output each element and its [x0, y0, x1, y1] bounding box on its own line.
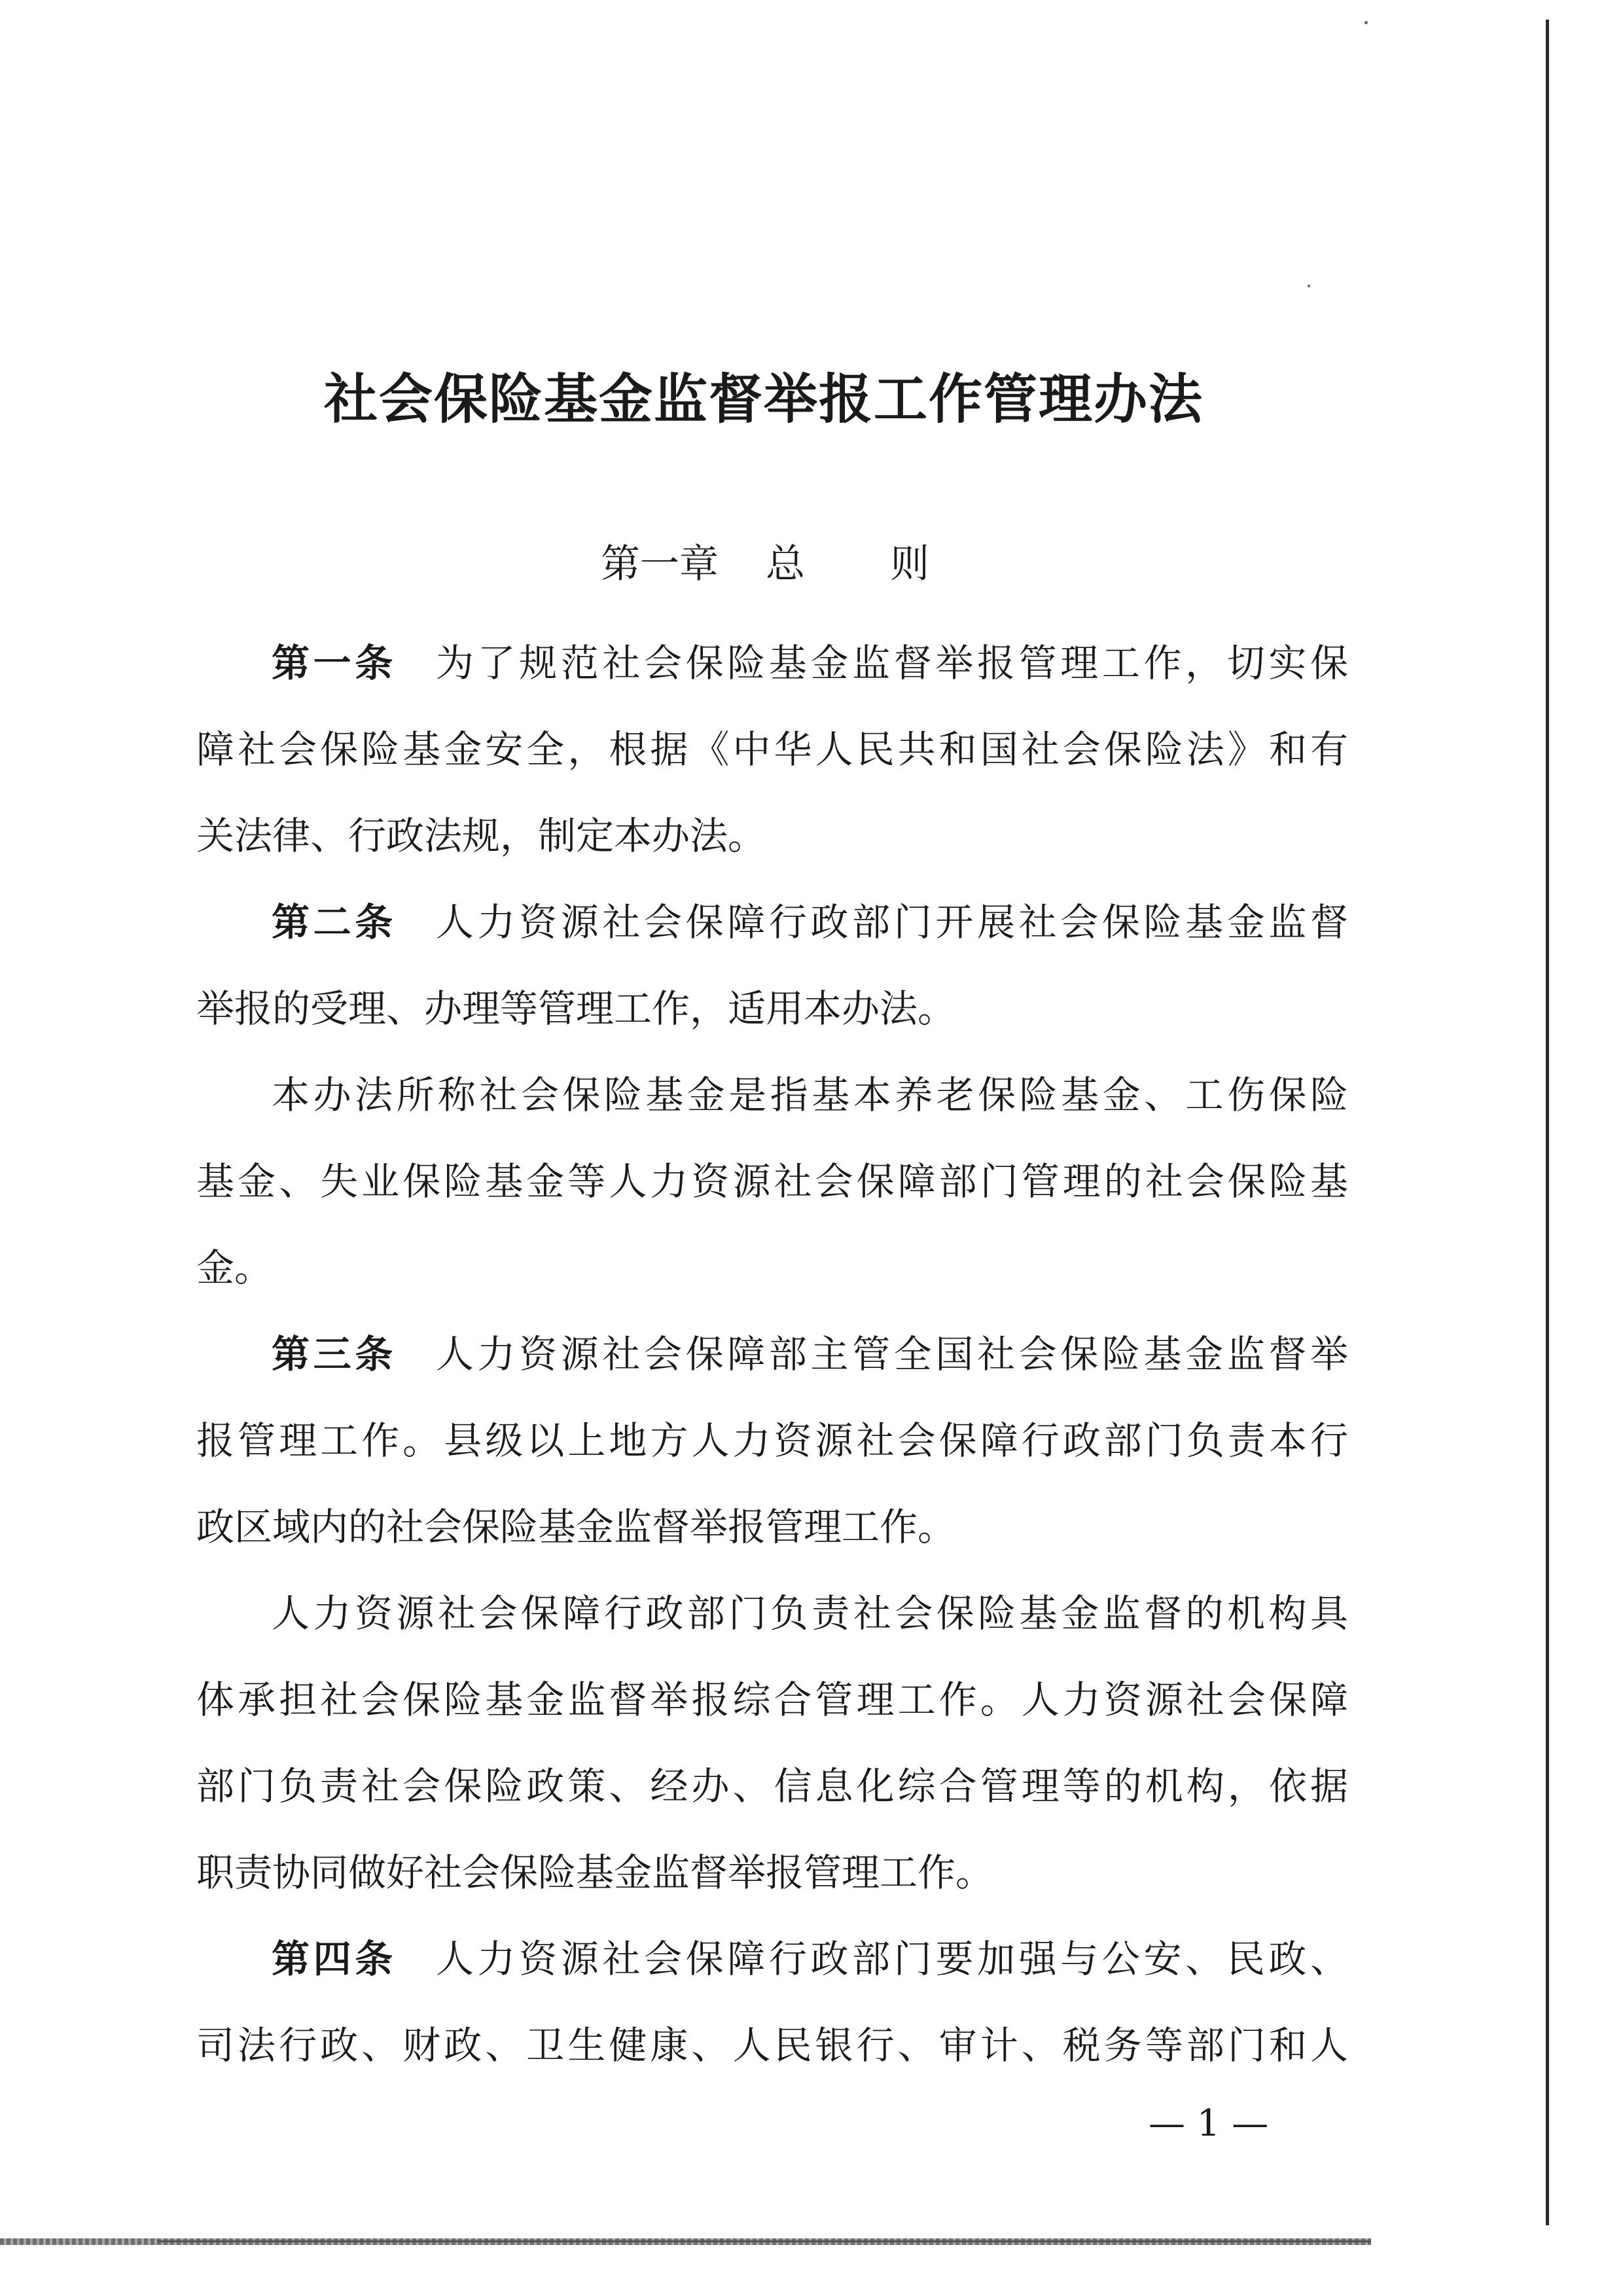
- article-1-line-1: [272, 634, 1348, 692]
- article-4-line-2: 司法行政、财政、卫生健康、人民银行、审计、税务等部门和人: [196, 2023, 1348, 2068]
- article-2-para-2-line-3: 金。: [196, 1246, 273, 1290]
- article-number: 第四条: [272, 1937, 397, 1981]
- article-number: 第三条: [272, 1332, 397, 1376]
- article-3-line-3: 政区域内的社会保险基金监督举报管理工作。: [196, 1505, 956, 1549]
- article-3-para-2-line-2: 体承担社会保险基金监督举报综合管理工作。人力资源社会保障: [196, 1677, 1348, 1722]
- article-text: 人力资源社会保障行政部门开展社会保险基金监督: [435, 900, 1348, 944]
- article-2-line-2: 举报的受理、办理等管理工作，适用本办法。: [196, 986, 956, 1031]
- scan-speck: [1308, 285, 1310, 287]
- chapter-number: 第一章: [601, 541, 719, 587]
- article-number: 第二条: [272, 900, 397, 944]
- article-text: 人力资源社会保障行政部门要加强与公安、民政、: [435, 1937, 1348, 1981]
- article-3-para-2-line-1: 人力资源社会保障行政部门负责社会保险基金监督的机构具: [272, 1591, 1348, 1636]
- article-3-para-2-line-4: 职责协同做好社会保险基金监督举报管理工作。: [196, 1850, 994, 1895]
- article-1-line-2: 障社会保险基金安全，根据《中华人民共和国社会保险法》和有: [196, 727, 1348, 772]
- article-2-para-2-line-1: 本办法所称社会保险基金是指基本养老保险基金、工伤保险: [272, 1073, 1348, 1117]
- article-3-para-2-line-3: 部门负责社会保险政策、经办、信息化综合管理等的机构，依据: [196, 1764, 1348, 1808]
- page-number: — 1 —: [1149, 2102, 1269, 2145]
- article-4-line-1: [272, 1929, 1348, 1988]
- article-2-para-2-line-2: 基金、失业保险基金等人力资源社会保障部门管理的社会保险基: [196, 1159, 1348, 1204]
- article-text: 人力资源社会保障部主管全国社会保险基金监督举: [435, 1332, 1348, 1376]
- document-title: 社会保险基金监督举报工作管理办法: [324, 368, 1204, 431]
- scan-right-edge: [1546, 20, 1549, 2225]
- article-2-line-1: [272, 893, 1348, 952]
- scan-speck: [1364, 21, 1368, 24]
- scan-bottom-edge: [0, 2238, 1371, 2245]
- chapter-name-first-char: 总: [766, 541, 805, 587]
- article-3-line-1: [272, 1325, 1348, 1384]
- article-3-line-2: 报管理工作。县级以上地方人力资源社会保障行政部门负责本行: [196, 1418, 1348, 1463]
- article-number: 第一条: [272, 641, 397, 685]
- chapter-name-second-char: 则: [890, 541, 929, 587]
- article-text: 为了规范社会保险基金监督举报管理工作，切实保: [435, 641, 1348, 685]
- article-1-line-3: 关法律、行政法规，制定本办法。: [196, 814, 766, 858]
